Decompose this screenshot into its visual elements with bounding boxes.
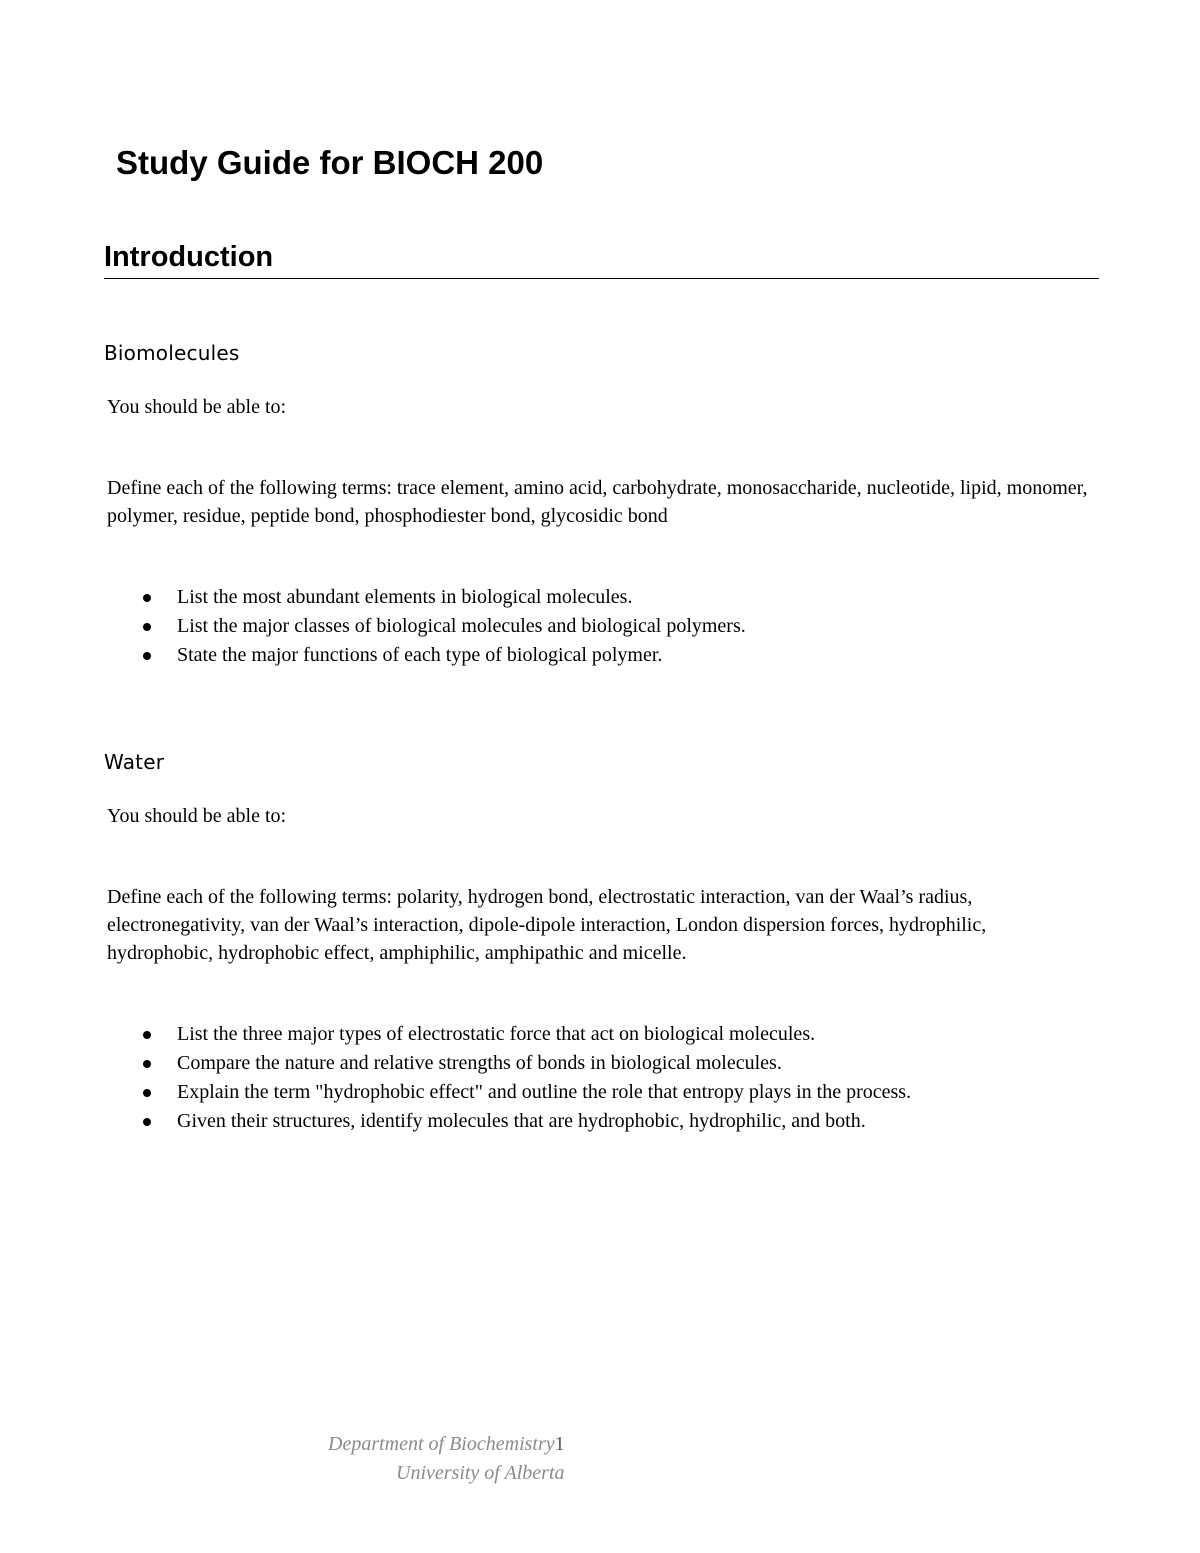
document-title: Study Guide for BIOCH 200 xyxy=(116,144,544,181)
water-intro: You should be able to: xyxy=(107,805,287,827)
water-objectives-list xyxy=(107,1020,911,1136)
biomolecules-define-terms: Define each of the following terms: trace element, amino acid, carbohydrate, monosaccharide, nucleotide, lipid, monomer, polymer, residue, peptide bond, phosphodiester bond, glycosidic bond xyxy=(107,477,1088,527)
biomolecules-intro: You should be able to: xyxy=(107,396,287,418)
list-item: Given their structures, identify molecules that are hydrophobic, hydrophilic, and both. xyxy=(107,1107,911,1136)
page-footer xyxy=(328,1430,565,1488)
list-item: Compare the nature and relative strengths of bonds in biological molecules. xyxy=(107,1049,911,1078)
footer-line-department xyxy=(328,1430,565,1459)
footer-department: Department of Biochemistry xyxy=(328,1433,555,1455)
list-item: State the major functions of each type of biological polymer. xyxy=(107,641,746,670)
subsection-title-water: Water xyxy=(104,750,165,774)
biomolecules-objectives-list xyxy=(107,583,746,670)
list-item: List the most abundant elements in biological molecules. xyxy=(107,583,746,612)
list-item: List the three major types of electrostatic force that act on biological molecules. xyxy=(107,1020,911,1049)
subsection-title-biomolecules: Biomolecules xyxy=(104,341,240,365)
section-title: Introduction xyxy=(104,241,274,273)
list-item: Explain the term "hydrophobic effect" and outline the role that entropy plays in the process. xyxy=(107,1078,911,1107)
water-define-terms: Define each of the following terms: polarity, hydrogen bond, electrostatic interaction, van der Waal’s radius, electronegativity, van der Waal’s interaction, dipole-dipole interaction, London dispersion forces, hydrophilic, hydrophobic, hydrophobic effect, amphiphilic, amphipathic and micelle. xyxy=(107,886,987,964)
list-item: List the major classes of biological molecules and biological polymers. xyxy=(107,612,746,641)
section-header-introduction xyxy=(104,238,1099,279)
footer-university: University of Alberta xyxy=(396,1462,565,1484)
page-number: 1 xyxy=(554,1433,565,1455)
